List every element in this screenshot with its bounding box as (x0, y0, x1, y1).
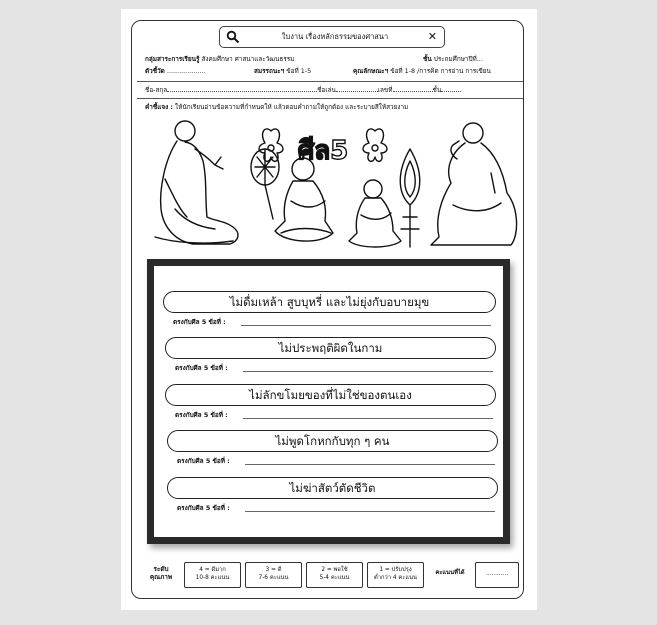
answer-label: ตรงกับศีล 5 ข้อที่ : (175, 364, 228, 372)
level-grade: 3 = ดี (265, 567, 282, 573)
level-score-range: 7-6 คะแนน (258, 575, 289, 581)
class-field[interactable] (441, 91, 461, 92)
subject-label: กลุ่มสาระการเรียนรู้ (145, 55, 200, 63)
level-score-range: 5-4 คะแนน (319, 575, 350, 581)
level-value: ประถมศึกษาปีที่... (433, 55, 483, 63)
name-field[interactable] (167, 91, 317, 92)
answer-line[interactable] (241, 325, 491, 326)
precept-statement: ไม่ลักขโมยของที่ไม่ใช่ของตนเอง (165, 384, 496, 406)
level-grade: 4 = ดีมาก (199, 567, 226, 573)
quality-level-cell (245, 562, 302, 588)
answer-line[interactable] (243, 418, 493, 419)
divider (137, 81, 523, 82)
quality-label-line1: ระดับ (153, 565, 169, 573)
worksheet-page (121, 9, 537, 610)
class-label: ชั้น (432, 86, 442, 94)
answer-label: ตรงกับศีล 5 ข้อที่ : (177, 457, 230, 465)
level-label: ชั้น (423, 55, 432, 63)
score-field[interactable]: ............ (475, 562, 519, 588)
number-label: เลขที่ (377, 86, 393, 94)
answer-line[interactable] (245, 464, 495, 465)
banner-title: ศีล5 (297, 136, 349, 166)
indicator-value: ................... (166, 67, 206, 75)
subject-line (145, 54, 294, 64)
search-icon (226, 30, 240, 44)
level-line (423, 54, 483, 64)
instruction-label: คำชี้แจง : (145, 103, 173, 111)
indicator-label: ตัวชี้วัด (145, 67, 165, 75)
quality-level-cell (306, 562, 363, 588)
answer-line[interactable] (243, 371, 493, 372)
quality-level-label (141, 562, 181, 588)
title-search-bar[interactable] (219, 26, 445, 48)
level-score-range: 10-8 คะแนน (195, 575, 230, 581)
trait-value: ข้อที่ 1-8 /การคิด การอ่าน การเขียน (390, 67, 491, 75)
close-icon[interactable]: ✕ (427, 30, 437, 43)
competency-label: สมรรถนะฯ (254, 67, 285, 75)
answer-label: ตรงกับศีล 5 ข้อที่ : (173, 318, 226, 326)
monks-illustration (135, 109, 525, 257)
number-field[interactable] (393, 91, 433, 92)
trait-label: คุณลักษณะฯ (353, 67, 389, 75)
level-score-range: ต่ำกว่า 4 คะแนน (373, 575, 418, 581)
score-label: คะแนนที่ได้ (435, 570, 465, 576)
worksheet-title: ใบงาน เรื่องหลักธรรมของศาสนา (281, 32, 389, 41)
monk-right-figure (431, 123, 517, 245)
quality-level-cell (184, 562, 241, 588)
instruction-text: ให้นักเรียนอ่านข้อความที่กำหนดให้ แล้วตอบคำถามให้ถูกต้อง และระบายสีให้สวยงาม (175, 103, 409, 111)
level-grade: 1 = ปรับปรุง (379, 567, 412, 573)
trait-line (353, 66, 491, 76)
quality-level-cell (367, 562, 424, 588)
indicator-line (145, 66, 205, 76)
answer-label: ตรงกับศีล 5 ข้อที่ : (177, 504, 230, 512)
answer-label: ตรงกับศีล 5 ข้อที่ : (175, 411, 228, 419)
precept-statement: ไม่ฆ่าสัตว์ตัดชีวิต (167, 477, 498, 499)
monk-left-figure (155, 121, 238, 244)
flower-ornament-right (363, 129, 387, 161)
competency-line (254, 66, 311, 76)
precepts-panel (147, 259, 510, 544)
precept-statement: ไม่พูดโกหกกับทุก ๆ คน (167, 430, 498, 452)
name-label: ชื่อ-สกุล (145, 86, 168, 94)
precept-statement: ไม่ดื่มเหล้า สูบบุหรี่ และไม่ยุ่งกับอบายมุข (163, 291, 496, 313)
divider (137, 98, 523, 99)
quality-label-line2: คุณภาพ (149, 573, 173, 581)
scoring-footer (141, 562, 521, 590)
flower-ornament-left (259, 129, 283, 161)
flame-ornament (400, 149, 420, 247)
answer-line[interactable] (245, 511, 495, 512)
precept-statement: ไม่ประพฤติผิดในกาม (165, 337, 496, 359)
nickname-field[interactable] (336, 91, 378, 92)
competency-value: ข้อที่ 1-5 (286, 67, 312, 75)
level-grade: 2 = พอใช้ (321, 567, 348, 573)
name-row (145, 85, 461, 95)
nickname-label: ชื่อเล่น (317, 86, 336, 94)
subject-value: สังคมศึกษา ศาสนาและวัฒนธรรม (201, 55, 295, 63)
monk-small-figure (349, 180, 401, 247)
